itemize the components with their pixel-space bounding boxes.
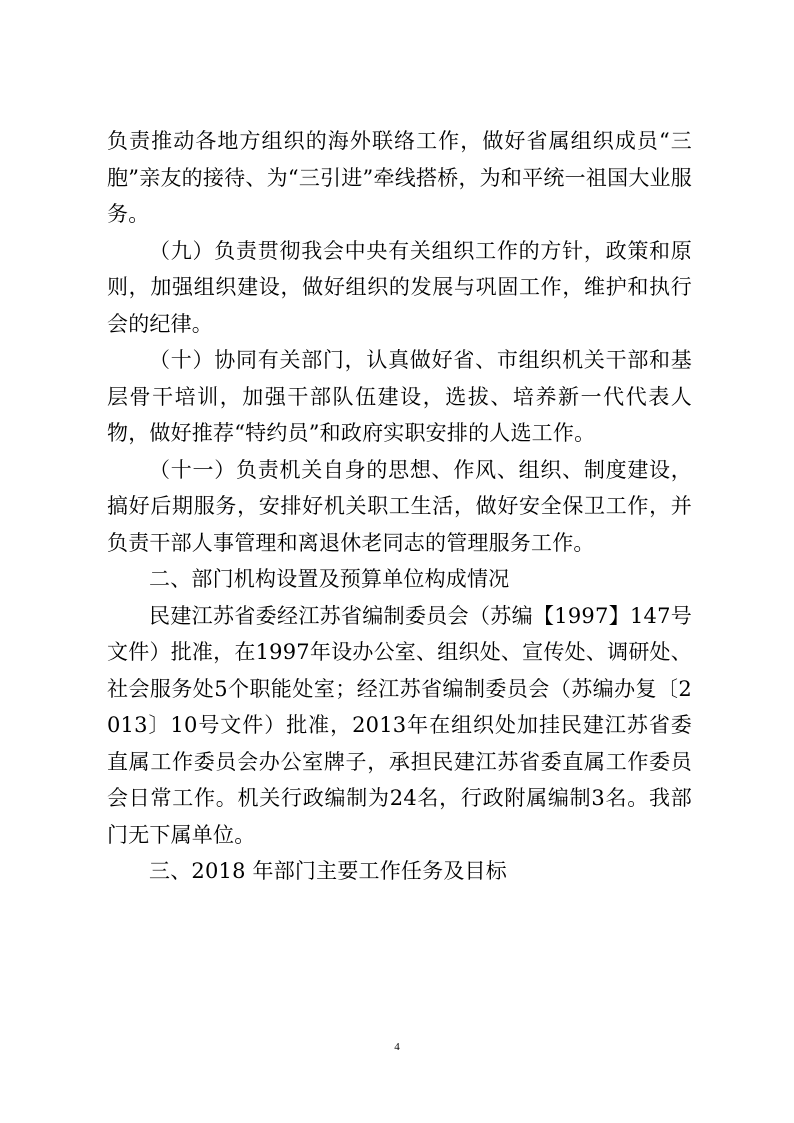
paragraph-overseas-liaison: 负责推动各地方组织的海外联络工作，做好省属组织成员“三胞”亲友的接待、为“三引进”牵线搭桥，为和平统一祖国大业服务。 (107, 129, 692, 226)
document-body (107, 123, 692, 890)
paragraph-organization-setup: 民建江苏省委经江苏省编制委员会（苏编【1997】147号文件）批准，在1997年设办公室、组织处、宣传处、调研处、社会服务处5个职能处室；经江苏省编制委员会（苏编办复〔2013〕10号文件）批准，2013年在组织处加挂民建江苏省委直属工作委员会办公室牌子，承担民建江苏省委直属工作委员会日常工作。机关行政编制为24名，行政附属编制3名。我部门无下属单位。 (107, 603, 692, 847)
section-heading-2: 二、部门机构设置及预算单位构成情况 (149, 567, 510, 591)
page-number: 4 (394, 1041, 400, 1053)
section-heading-3: 三、2018 年部门主要工作任务及目标 (149, 859, 507, 883)
paragraph-item-9: （九）负责贯彻我会中央有关组织工作的方针，政策和原则，加强组织建设，做好组织的发展与巩固工作，维护和执行会的纪律。 (107, 238, 692, 336)
paragraph-item-10: （十）协同有关部门，认真做好省、市组织机关干部和基层骨干培训，加强干部队伍建设，选拔、培养新一代代表人物，做好推荐“特约员”和政府实职安排的人选工作。 (107, 348, 692, 445)
paragraph-item-11: （十一）负责机关自身的思想、作风、组织、制度建设，搞好后期服务，安排好机关职工生活，做好安全保卫工作，并负责干部人事管理和离退休老同志的管理服务工作。 (107, 457, 692, 555)
